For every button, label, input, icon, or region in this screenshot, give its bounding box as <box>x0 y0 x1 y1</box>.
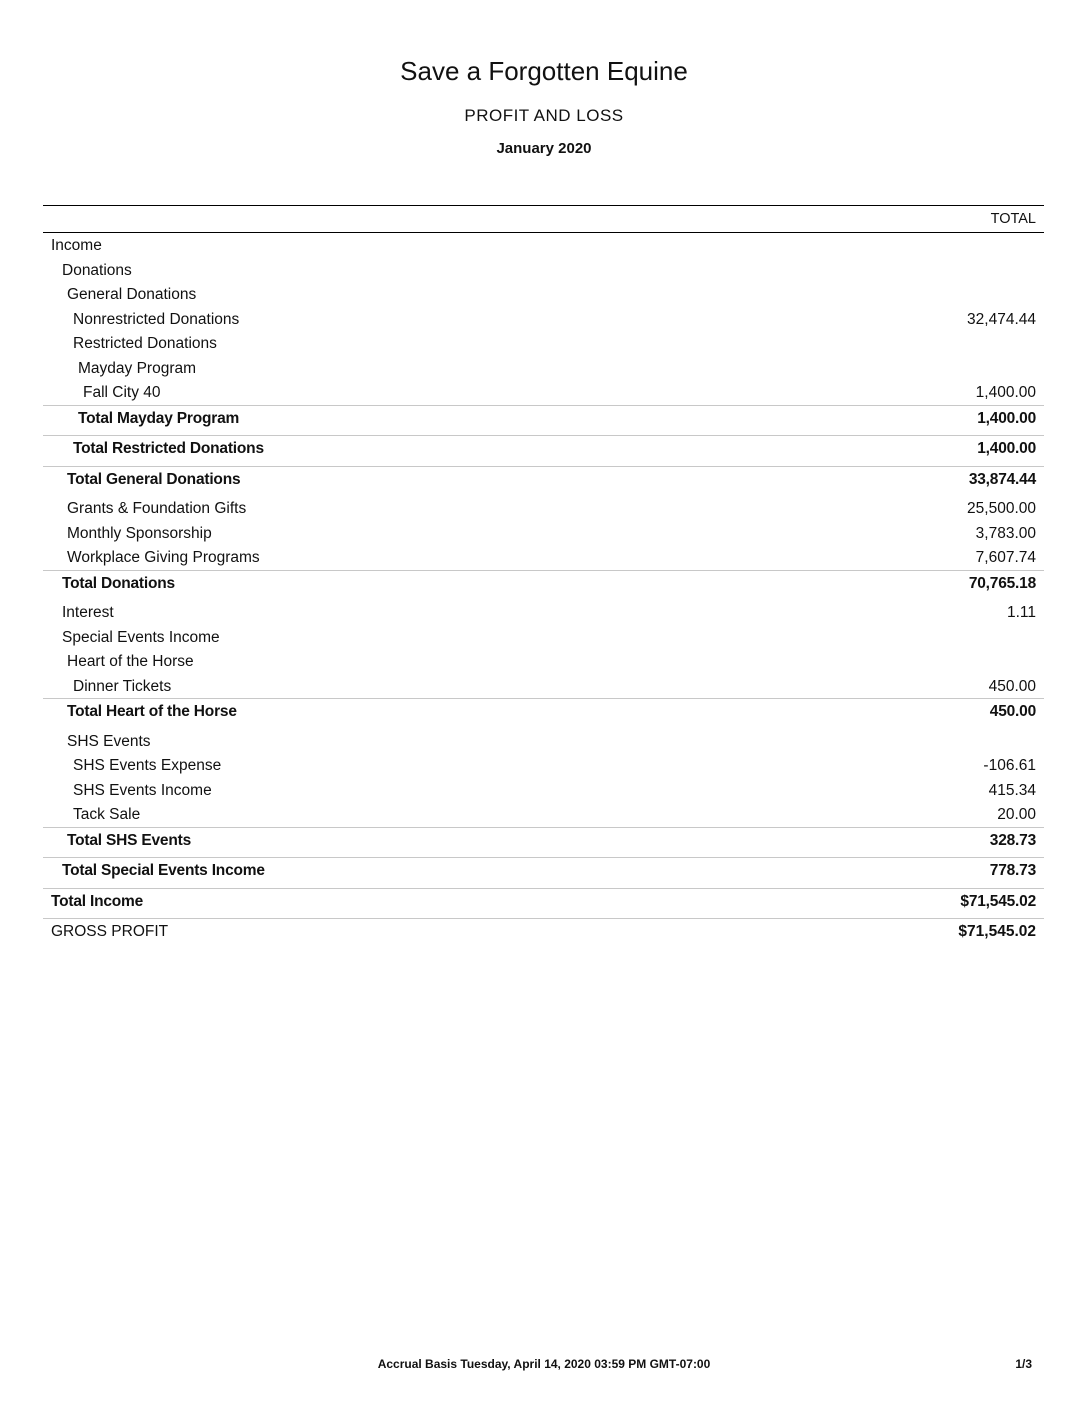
table-row <box>43 521 1044 546</box>
row-label: SHS Events Expense <box>73 757 222 774</box>
row-amount: 328.73 <box>989 831 1036 849</box>
row-amount: 1,400.00 <box>977 440 1036 457</box>
row-label: Total Heart of the Horse <box>67 703 237 720</box>
report-period: January 2020 <box>496 140 592 157</box>
footer-basis: Accrual Basis Tuesday, April 14, 2020 03:59 PM GMT-07:00 <box>377 1357 711 1371</box>
row-label: Restricted Donations <box>73 335 217 352</box>
row-label: Dinner Tickets <box>73 677 172 695</box>
row-label: GROSS PROFIT <box>51 923 169 940</box>
row-amount: 1,400.00 <box>975 384 1036 401</box>
row-label: Donations <box>62 261 132 279</box>
total-row <box>43 827 1044 858</box>
table-row <box>43 753 1044 778</box>
table-row <box>43 674 1044 699</box>
row-amount: 32,474.44 <box>967 310 1036 328</box>
total-row <box>43 570 1044 601</box>
row-label: Income <box>51 237 102 254</box>
row-label: SHS Events Income <box>73 781 212 799</box>
row-amount: $71,545.02 <box>958 923 1036 940</box>
table-row <box>43 356 1044 381</box>
row-label: Tack Sale <box>73 806 141 823</box>
report-table <box>43 205 1044 944</box>
row-amount: 778.73 <box>989 862 1036 879</box>
table-row <box>43 545 1044 570</box>
total-column-header: TOTAL <box>990 211 1036 227</box>
row-label: Grants & Foundation Gifts <box>67 500 247 517</box>
row-amount: 450.00 <box>988 677 1036 695</box>
row-label: Total General Donations <box>67 470 241 488</box>
row-label: Total Restricted Donations <box>73 440 264 457</box>
table-row <box>43 258 1044 283</box>
row-label: SHS Events <box>67 732 151 750</box>
row-label: General Donations <box>67 286 197 303</box>
table-row <box>43 802 1044 827</box>
row-amount: 1,400.00 <box>977 409 1036 427</box>
row-label: Total Special Events Income <box>62 862 265 879</box>
row-amount: 20.00 <box>997 806 1036 823</box>
row-label: Total Donations <box>62 574 175 592</box>
total-row <box>43 857 1044 888</box>
report-rows <box>43 233 1044 944</box>
row-amount: 33,874.44 <box>968 470 1036 488</box>
total-row <box>43 405 1044 436</box>
row-label: Total Mayday Program <box>78 409 240 427</box>
row-label: Interest <box>62 604 114 621</box>
row-label: Special Events Income <box>62 628 220 646</box>
row-label: Monthly Sponsorship <box>67 524 212 542</box>
row-amount: 7,607.74 <box>975 549 1036 566</box>
table-row <box>43 307 1044 332</box>
table-row <box>43 282 1044 307</box>
row-amount: 1.11 <box>1006 604 1036 621</box>
total-row <box>43 698 1044 729</box>
column-header-row <box>43 205 1044 233</box>
table-row <box>43 233 1044 258</box>
row-label: Fall City 40 <box>83 384 161 401</box>
total-row <box>43 435 1044 466</box>
table-row <box>43 918 1044 944</box>
table-row <box>43 600 1044 625</box>
row-label: Mayday Program <box>78 359 197 377</box>
table-row <box>43 625 1044 650</box>
row-label: Nonrestricted Donations <box>73 310 240 328</box>
row-label: Heart of the Horse <box>67 653 194 670</box>
table-row <box>43 331 1044 356</box>
total-row <box>43 888 1044 919</box>
page-number: 1/3 <box>1015 1357 1032 1371</box>
row-amount: 3,783.00 <box>975 524 1036 542</box>
row-amount: 70,765.18 <box>968 574 1036 592</box>
total-row <box>43 466 1044 497</box>
row-amount: 450.00 <box>989 703 1036 720</box>
table-row <box>43 496 1044 521</box>
table-row <box>43 729 1044 754</box>
row-amount: 415.34 <box>988 781 1036 799</box>
row-label: Total Income <box>51 892 144 910</box>
row-label: Workplace Giving Programs <box>67 549 260 566</box>
row-amount: -106.61 <box>983 757 1036 774</box>
row-amount: $71,545.02 <box>960 892 1036 910</box>
row-amount: 25,500.00 <box>967 500 1036 517</box>
table-row <box>43 778 1044 803</box>
table-row <box>43 380 1044 405</box>
company-name: Save a Forgotten Equine <box>400 56 688 86</box>
row-label: Total SHS Events <box>67 831 191 849</box>
report-title: PROFIT AND LOSS <box>464 106 624 125</box>
table-row <box>43 649 1044 674</box>
